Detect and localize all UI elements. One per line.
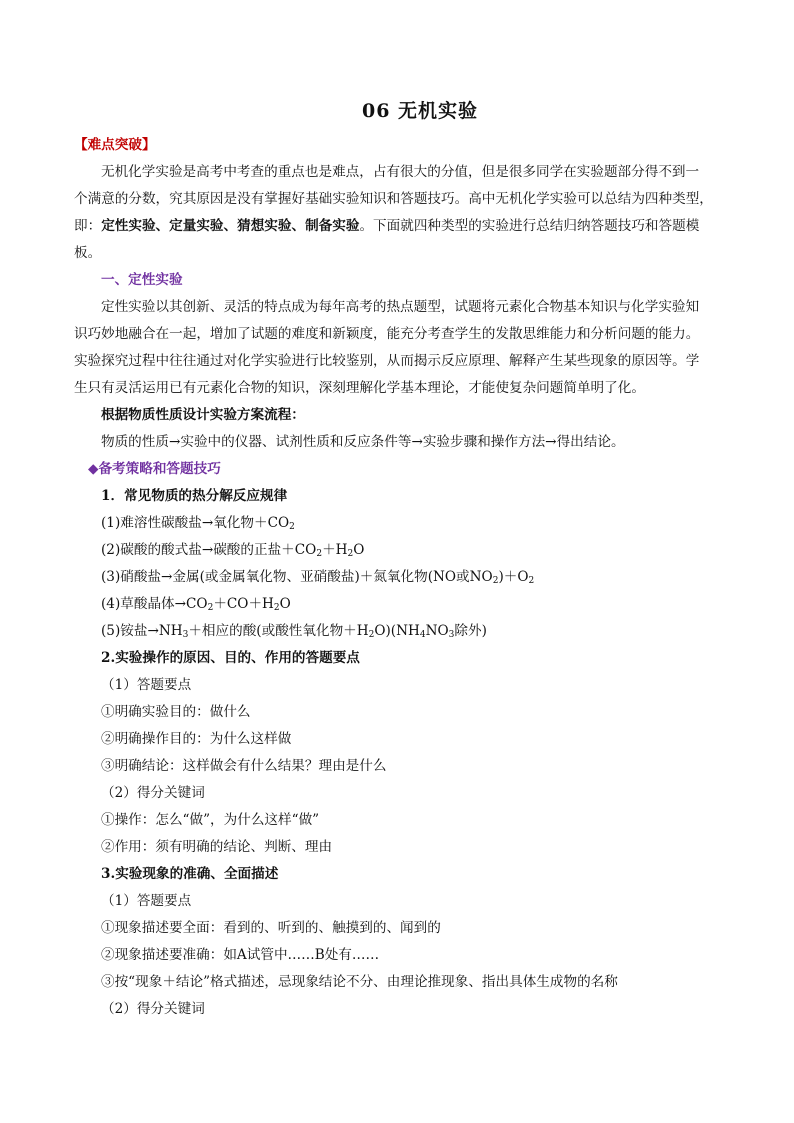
list-item: ①明确实验目的：做什么	[101, 704, 251, 720]
list-item: ③按“现象＋结论”格式描述，忌现象结论不分、由理论推现象、指出具体生成物的名称	[101, 974, 618, 990]
strategy-heading-line	[74, 456, 724, 483]
section1-heading: 一、定性实验	[101, 272, 183, 288]
list-item: （2）得分关键词	[101, 785, 205, 801]
list-item: ②现象描述要准确：如A试管中……B处有……	[101, 947, 380, 963]
section-tag: 【难点突破】	[74, 137, 156, 153]
intro-line-1: 无机化学实验是高考中考查的重点也是难点，占有很大的分值，但是很多同学在实验题部分得不到一	[101, 164, 700, 180]
intro-line-3: 即：定性实验、定量实验、猜想实验、制备实验。下面就四种类型的实验进行总结归纳答题技巧和答题模	[74, 218, 700, 234]
section2-heading: 2.实验操作的原因、目的、作用的答题要点	[101, 650, 360, 666]
section1-para-line-2: 识巧妙地融合在一起，增加了试题的难度和新颖度，能充分考查学生的发散思维能力和分析问题的能力。	[74, 326, 700, 342]
section1-para-line-4: 生只有灵活运用已有元素化合物的知识，深刻理解化学基本理论，才能使复杂问题简单明了化。	[74, 380, 645, 396]
section1-para-line-1: 定性实验以其创新、灵活的特点成为每年高考的热点题型，试题将元素化合物基本知识与化学实验知	[101, 299, 700, 315]
list-item: （1）答题要点	[101, 893, 192, 909]
list-item: （1）答题要点	[101, 677, 192, 693]
intro-line-2: 个满意的分数，究其原因是没有掌握好基础实验知识和答题技巧。高中无机化学实验可以总结为四种类型，	[74, 191, 713, 207]
rule-item: (5)铵盐$\to NH_3+$相应的酸(或酸性氧化物$+H_2O)(NH_4NO_3$除外)	[101, 623, 487, 640]
section3-heading: 3.实验现象的准确、全面描述	[101, 866, 279, 882]
list-item: ②明确操作目的：为什么这样做	[101, 731, 292, 747]
list-item: ②作用：须有明确的结论、判断、理由	[101, 839, 333, 855]
rule-item: (4)草酸晶体$\to CO_2+CO+H_2O$	[101, 596, 291, 613]
section1-heading-line	[74, 267, 724, 294]
list-item: ①操作：怎么“做”，为什么这样“做”	[101, 812, 320, 828]
list-item: ①现象描述要全面：看到的、听到的、触摸到的、闻到的	[101, 920, 441, 936]
list-item: （2）得分关键词	[101, 1001, 205, 1017]
intro-line-4: 板。	[74, 245, 102, 261]
experiment-types: 定性实验、定量实验、猜想实验、制备实验	[101, 218, 360, 234]
flow-heading: 根据物质性质设计实验方案流程：	[101, 407, 305, 423]
rule-item: (1)难溶性碳酸盐→氧化物$+CO_2$	[101, 515, 295, 532]
section-tag-line	[74, 132, 724, 159]
rule-item: (3)硝酸盐→金属(或金属氧化物、亚硝酸盐)＋氮氧化物(NO或$NO_2)+O_2$	[101, 569, 535, 586]
strategy-heading: ◆备考策略和答题技巧	[88, 461, 221, 477]
page-title: 06 无机实验	[361, 100, 479, 122]
rules-heading: 1．常见物质的热分解反应规律	[101, 488, 288, 504]
rule-item: (2)碳酸的酸式盐→碳酸的正盐$+CO_2+H_2O$	[101, 542, 365, 559]
list-item: ③明确结论：这样做会有什么结果？理由是什么	[101, 758, 387, 774]
document-body	[74, 132, 724, 1023]
section1-para-line-3: 实验探究过程中往往通过对化学实验进行比较鉴别，从而揭示反应原理、解释产生某些现象的原因等。学	[74, 353, 700, 369]
flow-text: 物质的性质→实验中的仪器、试剂性质和反应条件等→实验步骤和操作方法→得出结论。	[101, 434, 625, 450]
